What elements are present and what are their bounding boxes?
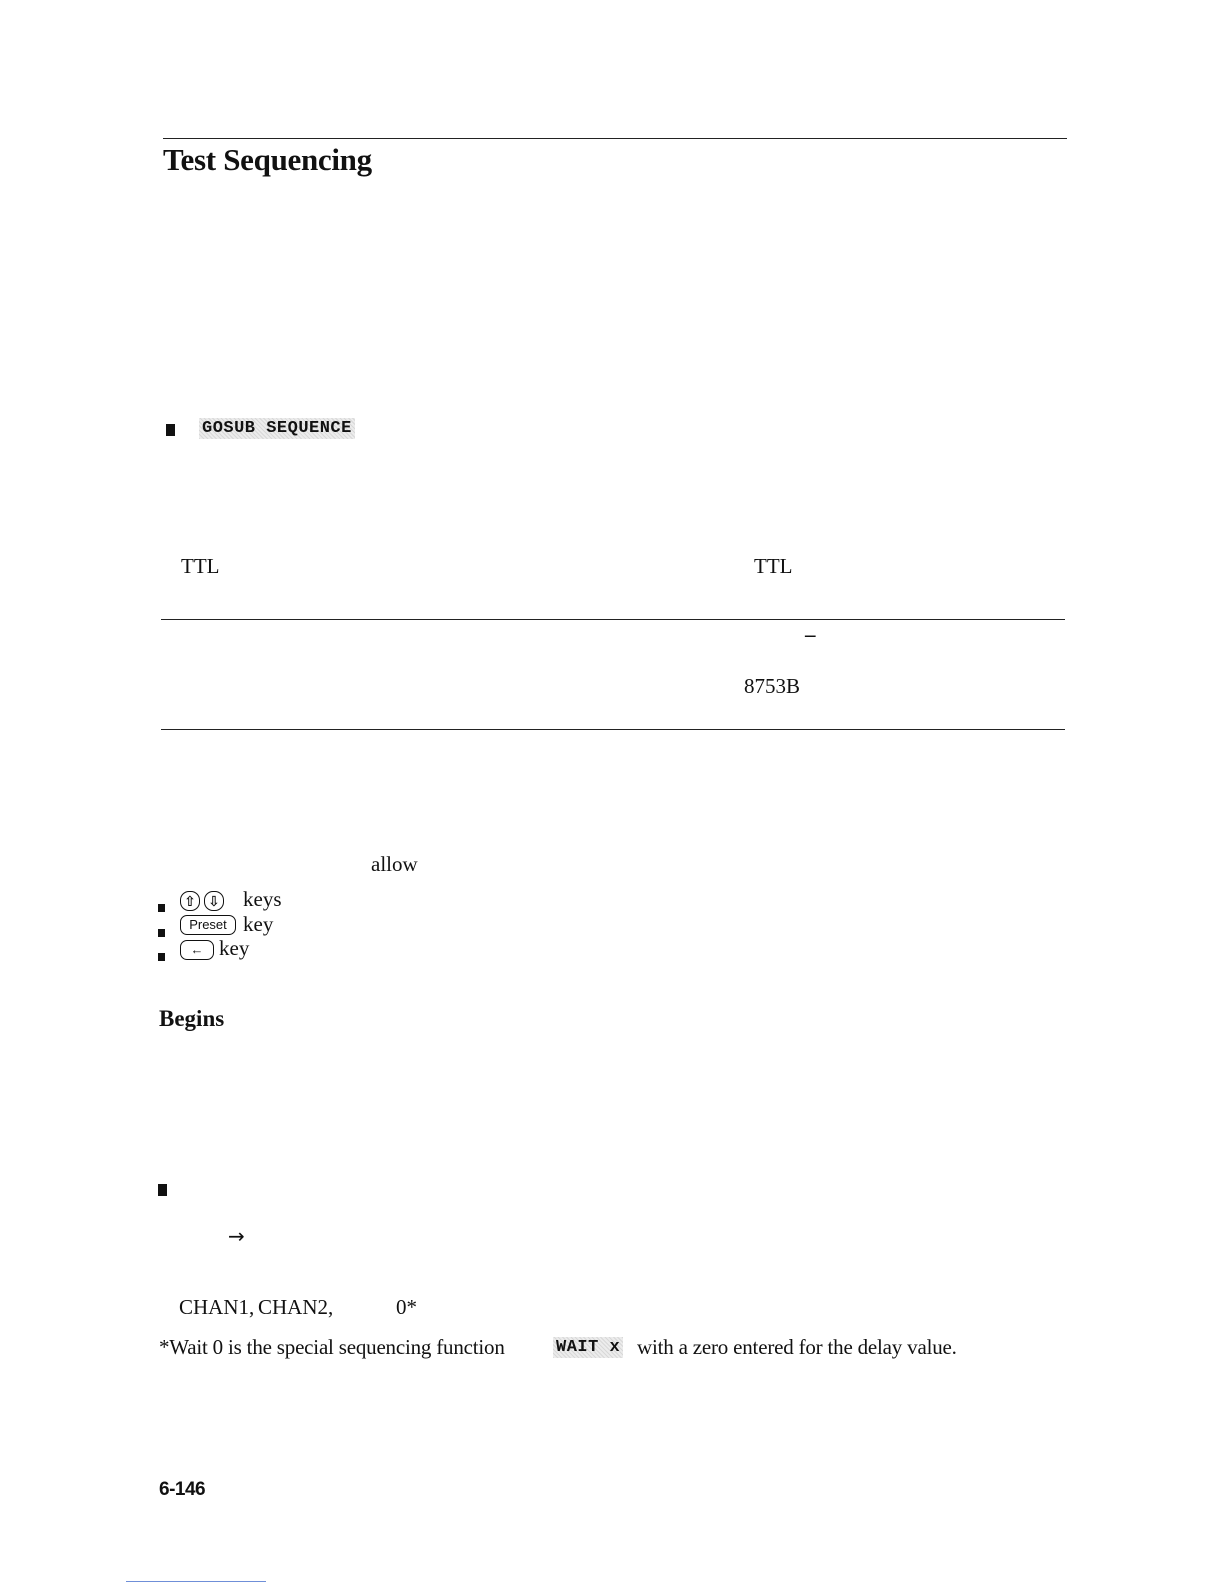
page-title: Test Sequencing (163, 142, 372, 177)
model-number: 8753B (744, 674, 801, 698)
begins-heading: Begins (159, 1006, 225, 1031)
down-arrow-key-icon[interactable]: ⇩ (204, 891, 224, 911)
footer-link-line (126, 1581, 266, 1582)
page-number: 6-146 (159, 1479, 206, 1500)
backspace-key-icon[interactable]: ← (180, 940, 214, 960)
list-item-label: keys (243, 887, 282, 911)
note-top-rule (161, 619, 1065, 620)
list-item-label: key (219, 936, 250, 960)
ttl-left-text: TTL (181, 554, 220, 578)
footnote-text-after: with a zero entered for the delay value. (637, 1335, 957, 1359)
wait-x-softkey[interactable]: WAIT x (553, 1337, 623, 1358)
list-item-label: key (243, 912, 274, 936)
wait-zero-text: 0* (396, 1295, 417, 1319)
list-bullet (158, 953, 165, 961)
chan1-text: CHAN1, (179, 1295, 255, 1319)
bullet-marker (166, 424, 175, 436)
top-rule (163, 138, 1067, 139)
up-arrow-key-icon[interactable]: ⇧ (180, 891, 200, 911)
dash-mark: – (805, 622, 816, 646)
list-bullet (158, 929, 165, 937)
note-bottom-rule (161, 729, 1065, 730)
allow-text: allow (371, 852, 418, 876)
arrow-mark: → (228, 1224, 245, 1248)
list-bullet (158, 904, 165, 912)
chan2-text: CHAN2, (258, 1295, 334, 1319)
preset-key-icon[interactable]: Preset (180, 915, 236, 935)
footnote-text-before: *Wait 0 is the special sequencing function (159, 1335, 505, 1359)
gosub-sequence-softkey[interactable]: GOSUB SEQUENCE (199, 418, 355, 439)
ttl-right-text: TTL (754, 554, 793, 578)
bullet-marker (158, 1184, 167, 1196)
